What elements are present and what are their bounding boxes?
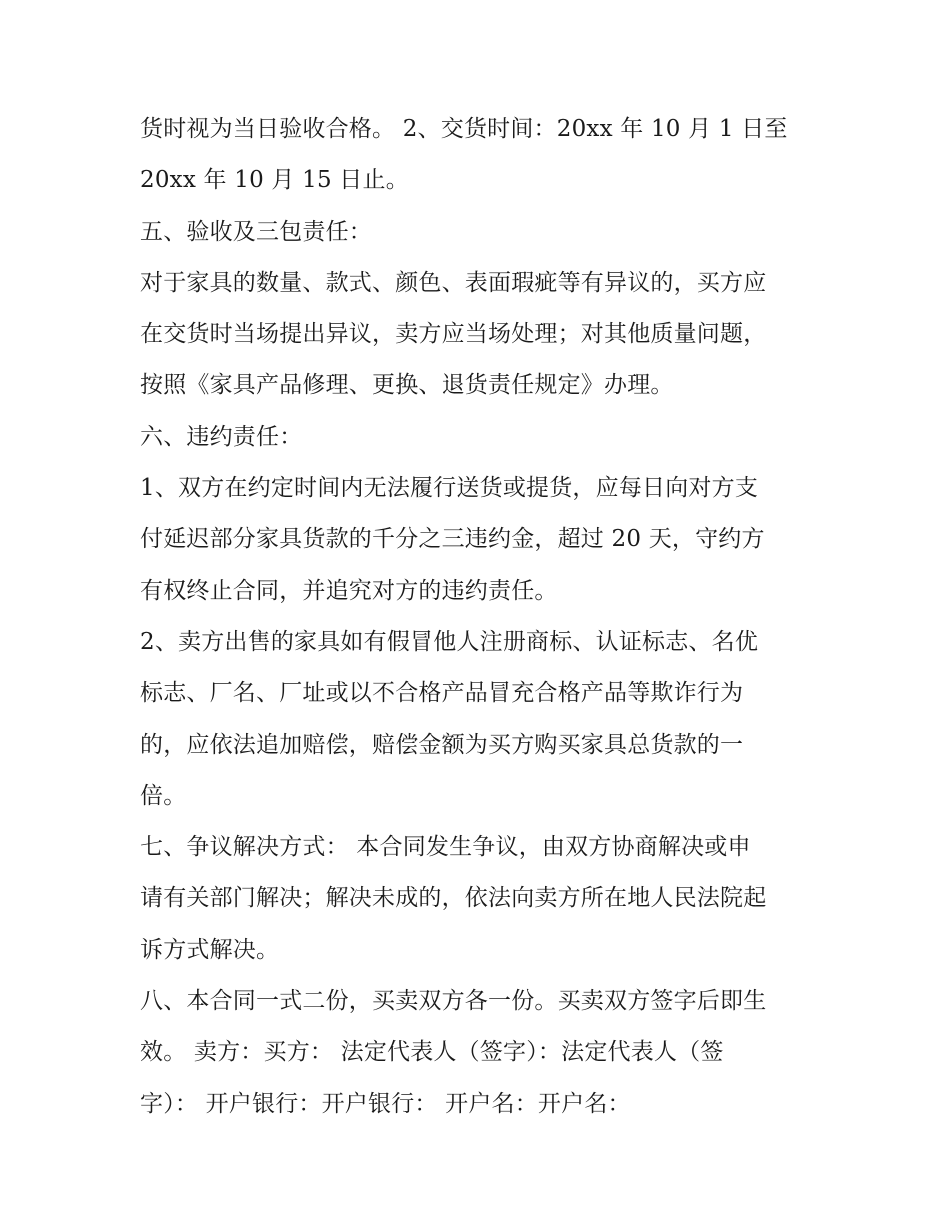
section-heading: 七、争议解决方式： 本合同发生争议，由双方协商解决或申 — [140, 834, 751, 861]
text-line: 对于家具的数量、款式、颜色、表面瑕疵等有异议的，买方应 — [140, 269, 767, 296]
text-line: 付延迟部分家具货款的千分之三违约金，超过 20 天，守约方 — [140, 526, 765, 553]
text-line: 20xx 年 10 月 15 日止。 — [140, 167, 409, 194]
text-line: 的，应依法追加赔偿，赔偿金额为买方购买家具总货款的一 — [140, 731, 744, 758]
text-line: 有权终止合同，并追究对方的违约责任。 — [140, 577, 558, 604]
section-heading: 六、违约责任： — [140, 423, 303, 450]
section-heading: 五、验收及三包责任： — [140, 218, 372, 245]
text-line: 诉方式解决。 — [140, 936, 280, 963]
text-line: 按照《家具产品修理、更换、退货责任规定》办理。 — [140, 372, 674, 399]
text-line: 效。 卖方：买方： 法定代表人（签字）：法定代表人（签 — [140, 1039, 724, 1066]
text-line: 2、卖方出售的家具如有假冒他人注册商标、认证标志、名优 — [140, 628, 759, 655]
text-line: 字）： 开户银行：开户银行： 开户名：开户名： — [140, 1090, 631, 1117]
text-line: 标志、厂名、厂址或以不合格产品冒充合格产品等欺诈行为 — [140, 680, 744, 707]
text-line: 在交货时当场提出异议，卖方应当场处理；对其他质量问题， — [140, 321, 767, 348]
contract-body-text — [140, 104, 820, 1130]
text-line: 倍。 — [140, 782, 187, 809]
section-heading: 八、本合同一式二份，买卖双方各一份。买卖双方签字后即生 — [140, 988, 767, 1015]
text-line: 请有关部门解决；解决未成的，依法向卖方所在地人民法院起 — [140, 885, 767, 912]
text-line: 货时视为当日验收合格。 2、交货时间：20xx 年 10 月 1 日至 — [140, 116, 788, 142]
text-line: 1、双方在约定时间内无法履行送货或提货，应每日向对方支 — [140, 475, 759, 502]
